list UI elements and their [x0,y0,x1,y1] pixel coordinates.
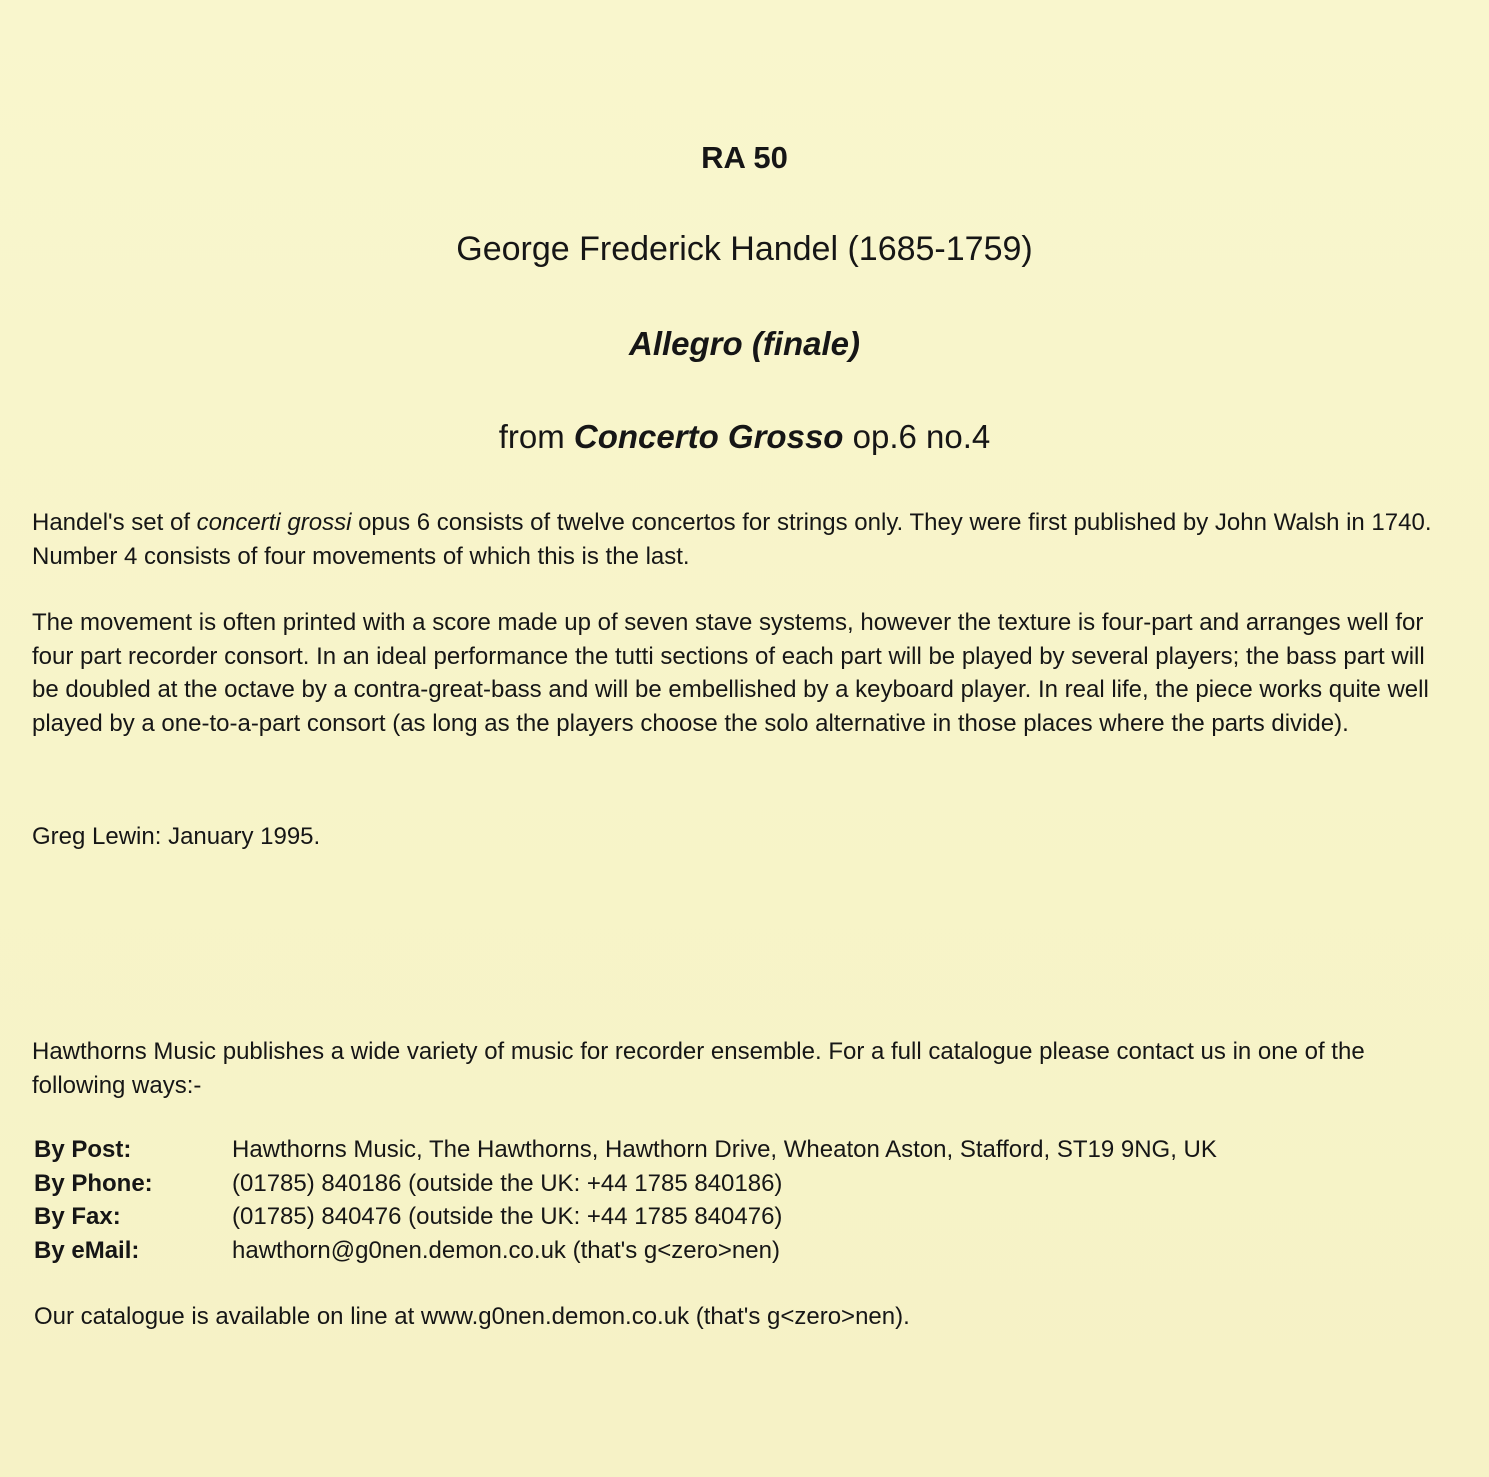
author-signature: Greg Lewin: January 1995. [32,823,321,850]
p1-text-start: Handel's set of [32,509,197,536]
contact-row-phone [34,1167,1454,1201]
online-catalogue-note: Our catalogue is available on line at www.g0nen.demon.co.uk (that's g<zero>nen). [34,1303,910,1330]
p1-text-end: opus 6 consists of twelve concertos for strings only. They were first published by John Walsh in 1740. Number 4 consists of four movements of which this is the last. [32,509,1432,570]
contact-value: (01785) 840476 (outside the UK: +44 1785 840476) [232,1203,783,1230]
contact-label: By eMail: [34,1236,140,1264]
contact-row-fax [34,1200,1454,1234]
p1-italic-term: concerti grossi [196,509,352,536]
composer-heading: George Frederick Handel (1685-1759) [456,230,1033,268]
contact-list [34,1133,1454,1267]
contact-row-post [34,1133,1454,1167]
contact-value: (01785) 840186 (outside the UK: +44 1785 840186) [232,1169,783,1197]
source-prefix: from [498,418,574,455]
source-suffix: op.6 no.4 [843,418,991,455]
publisher-intro: Hawthorns Music publishes a wide variety of music for recorder ensemble. For a full catalogue please contact us in one of the following ways:- [32,1038,1365,1099]
intro-paragraph-1 [32,506,1452,573]
contact-label: By Fax: [34,1203,121,1230]
catalogue-code: RA 50 [701,140,788,175]
contact-row-email [34,1234,1454,1268]
contact-label: By Phone: [34,1169,153,1197]
contact-value: hawthorn@g0nen.demon.co.uk (that's g<zero>nen) [232,1236,780,1264]
movement-title: Allegro (finale) [628,325,861,362]
contact-value: Hawthorns Music, The Hawthorns, Hawthorn Drive, Wheaton Aston, Stafford, ST19 9NG, UK [232,1136,1217,1163]
contact-label: By Post: [34,1136,132,1163]
intro-paragraph-2: The movement is often printed with a score made up of seven stave systems, however the texture is four-part and arranges well for four part recorder consort. In an ideal performance the tutti sections of each part will be played by several players; the bass part will be doubled at the octave by a contra-great-bass and will be embellished by a keyboard player. In real life, the piece works quite well played by a one-to-a-part consort (as long as the players choose the solo alternative in those places where the parts divide). [32,609,1429,737]
source-work-title: Concerto Grosso [573,418,844,455]
source-work-line [0,418,1489,456]
